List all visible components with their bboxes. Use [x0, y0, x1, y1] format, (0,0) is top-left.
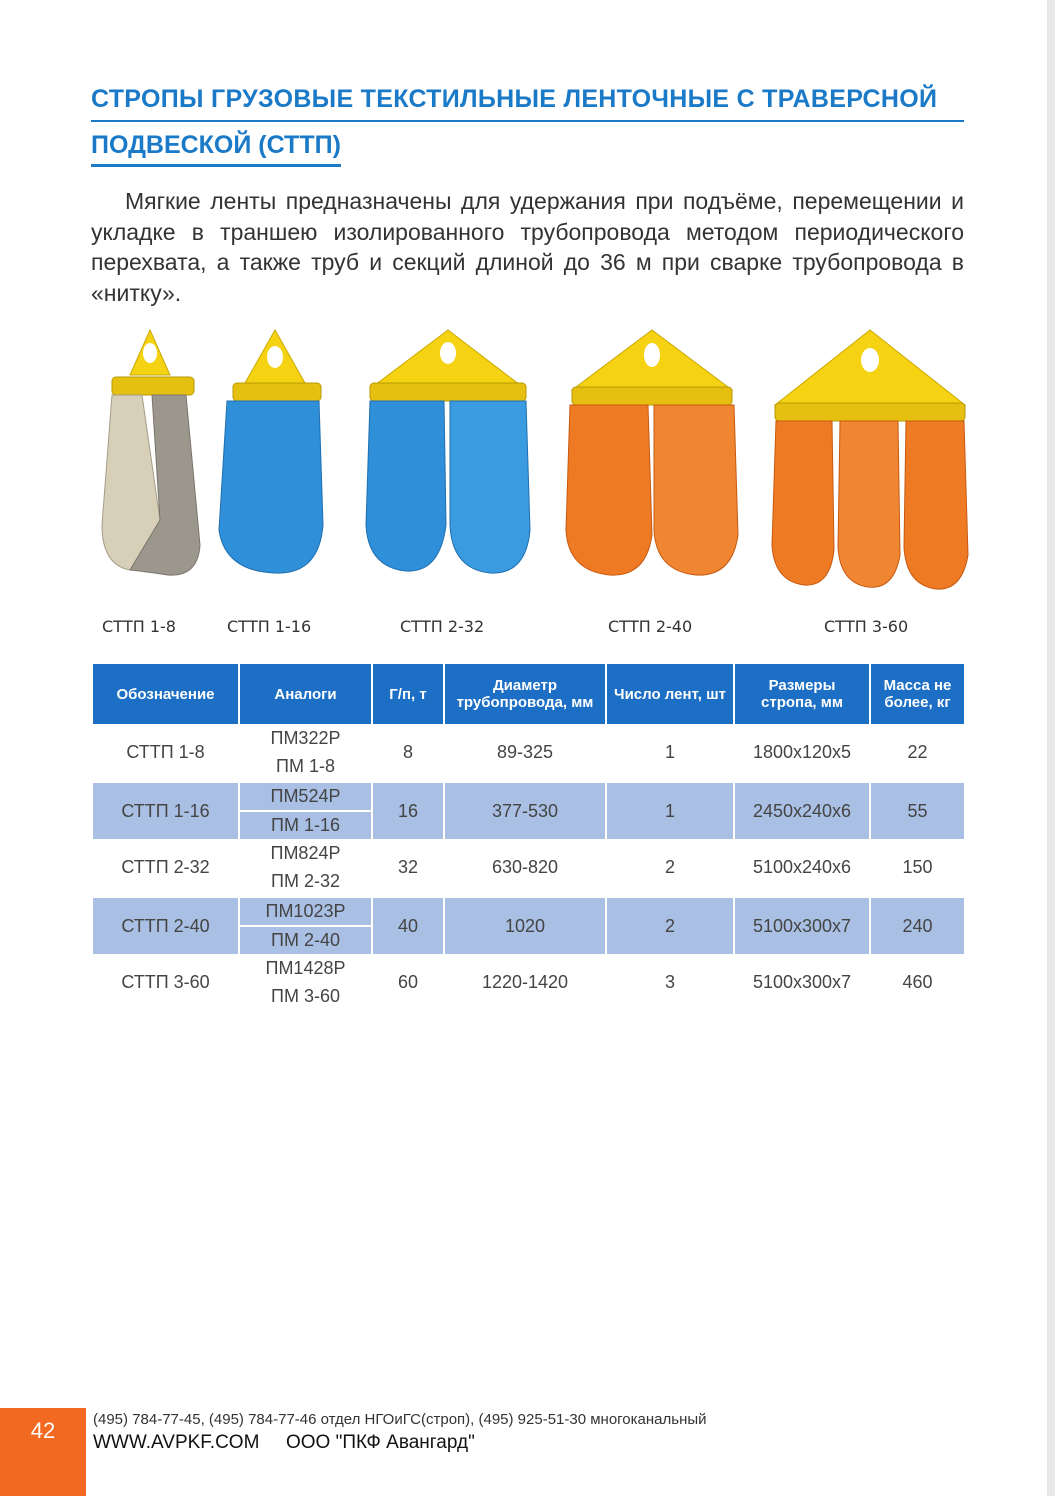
cell-designation: СТТП 2-40 [92, 897, 239, 955]
cell-capacity: 16 [372, 782, 444, 840]
table-row [92, 724, 965, 782]
cell-analogs [239, 839, 372, 897]
cell-analogs [239, 782, 372, 840]
footer-company: ООО "ПКФ Авангард" [286, 1432, 475, 1453]
cell-designation: СТТП 3-60 [92, 954, 239, 1010]
cell-analogs [239, 954, 372, 1010]
table-row [92, 897, 965, 955]
col-pipe-diameter: Диаметр трубопровода, мм [444, 664, 606, 724]
product-label: СТТП 1-8 [102, 617, 176, 636]
cell-diameter: 1020 [444, 897, 606, 955]
col-dimensions: Размеры стропа, мм [734, 664, 870, 724]
product-sttp-2-40 [562, 325, 742, 636]
cell-designation: СТТП 1-16 [92, 782, 239, 840]
analog-secondary: ПМ 1-8 [276, 755, 335, 776]
cell-diameter: 89-325 [444, 724, 606, 782]
table-row [92, 954, 965, 1010]
cell-size: 2450x240x6 [734, 782, 870, 840]
analog-primary: ПМ824Р [270, 842, 341, 863]
cell-capacity: 32 [372, 839, 444, 897]
cell-mass: 22 [870, 724, 965, 782]
cell-designation: СТТП 1-8 [92, 724, 239, 782]
cell-analogs [239, 897, 372, 955]
cell-diameter: 377-530 [444, 782, 606, 840]
col-analogs: Аналоги [239, 664, 372, 724]
analog-secondary: ПМ 3-60 [271, 985, 340, 1006]
col-mass: Масса не более, кг [870, 664, 965, 724]
sling-image [90, 325, 210, 585]
cell-mass: 240 [870, 897, 965, 955]
cell-capacity: 8 [372, 724, 444, 782]
sling-image [770, 325, 970, 600]
product-label: СТТП 3-60 [824, 617, 909, 636]
page-edge [1047, 0, 1055, 1496]
spec-table [91, 664, 966, 1010]
col-capacity: Г/п, т [372, 664, 444, 724]
table-header-row [92, 664, 965, 724]
title-line-2: ПОДВЕСКОЙ (СТТП) [91, 122, 341, 167]
product-label: СТТП 2-40 [608, 617, 693, 636]
product-sttp-1-8 [90, 325, 210, 636]
analog-secondary: ПМ 1-16 [271, 815, 340, 835]
cell-belts: 1 [606, 782, 734, 840]
cell-capacity: 40 [372, 897, 444, 955]
footer-website-link[interactable]: WWW.AVPKF.COM [93, 1432, 260, 1453]
cell-analogs [239, 724, 372, 782]
col-designation: Обозначение [92, 664, 239, 724]
sling-image [360, 325, 535, 585]
cell-designation: СТТП 2-32 [92, 839, 239, 897]
cell-size: 1800x120x5 [734, 724, 870, 782]
product-sttp-3-60 [770, 325, 970, 636]
table-row [92, 839, 965, 897]
intro-paragraph: Мягкие ленты предназначены для удержания при подъёме, перемещении и укладке в траншею изолированного трубопровода методом периодического перехвата, а также труб и секций длиной до 36 м при сварке трубопровода в «нитку». [91, 188, 964, 306]
sling-image [215, 325, 335, 585]
analog-primary: ПМ322Р [270, 727, 341, 748]
page-title [91, 82, 964, 167]
cell-belts: 2 [606, 839, 734, 897]
product-sttp-1-16 [215, 325, 335, 636]
cell-capacity: 60 [372, 954, 444, 1010]
product-label: СТТП 2-32 [400, 617, 485, 636]
analog-primary: ПМ1428Р [265, 957, 346, 978]
cell-diameter: 1220-1420 [444, 954, 606, 1010]
cell-mass: 150 [870, 839, 965, 897]
footer-phones: (495) 784-77-45, (495) 784-77-46 отдел НГОиГС(строп), (495) 925-51-30 многоканальный [93, 1411, 707, 1428]
cell-size: 5100x300x7 [734, 954, 870, 1010]
sling-image [562, 325, 742, 585]
product-gallery [80, 325, 980, 645]
col-belt-count: Число лент, шт [606, 664, 734, 724]
analog-secondary: ПМ 2-32 [271, 870, 340, 891]
product-sttp-2-32 [360, 325, 535, 636]
cell-diameter: 630-820 [444, 839, 606, 897]
analog-primary: ПМ1023Р [240, 898, 371, 927]
cell-belts: 1 [606, 724, 734, 782]
cell-mass: 55 [870, 782, 965, 840]
cell-size: 5100x300x7 [734, 897, 870, 955]
cell-belts: 2 [606, 897, 734, 955]
title-line-1: СТРОПЫ ГРУЗОВЫЕ ТЕКСТИЛЬНЫЕ ЛЕНТОЧНЫЕ С ТРАВЕРСНОЙ [91, 82, 964, 122]
cell-belts: 3 [606, 954, 734, 1010]
product-label: СТТП 1-16 [227, 617, 312, 636]
cell-size: 5100x240x6 [734, 839, 870, 897]
analog-primary: ПМ524Р [240, 783, 371, 812]
table-row [92, 782, 965, 840]
analog-secondary: ПМ 2-40 [271, 930, 340, 950]
cell-mass: 460 [870, 954, 965, 1010]
page-number: 42 [30, 1418, 56, 1443]
